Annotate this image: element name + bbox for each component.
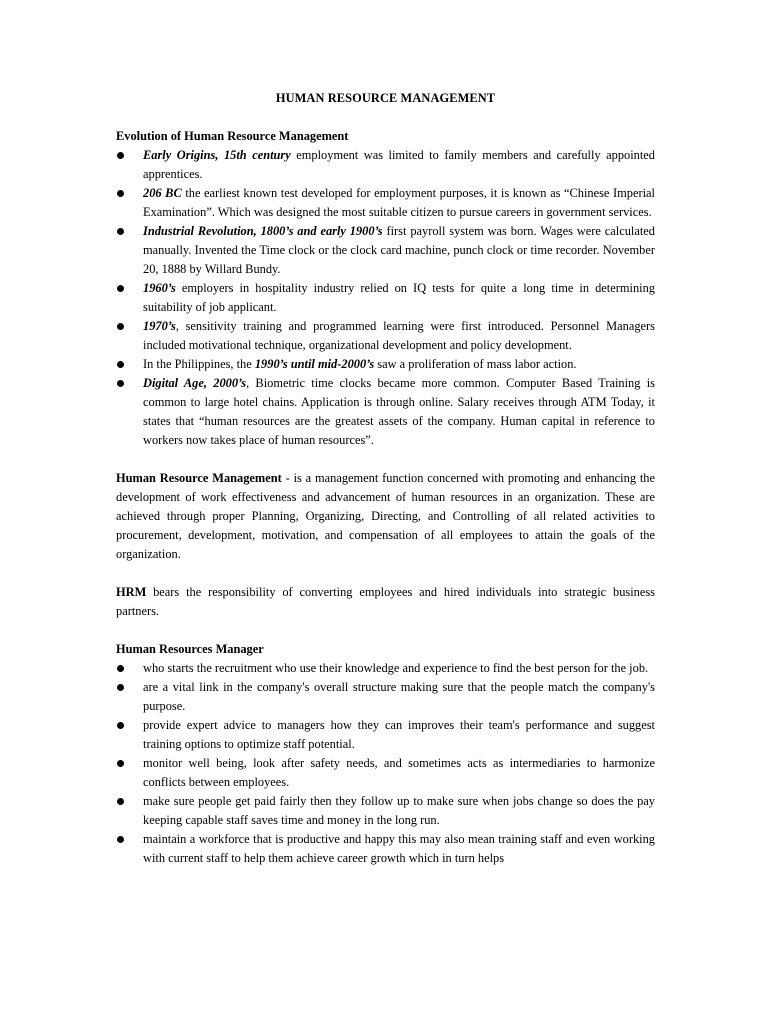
hrm-short-paragraph xyxy=(116,583,655,621)
manager-item: make sure people get paid fairly then they follow up to make sure when jobs change so does the pay keeping capable staff saves time and money in the long run. xyxy=(116,792,655,830)
hrm-definition-text: - is a management function concerned with promoting and enhancing the development of work effectiveness and advancement of human resources in an organization. These are achieved through proper Planning, Organizing, Directing, and Controlling of all related activities to procurement, development, motivation, and compensation of all employees to attain the goals of the organization. xyxy=(116,471,655,561)
manager-item: maintain a workforce that is productive and happy this may also mean training staff and even working with current staff to help them achieve career growth which in turn helps xyxy=(116,830,655,868)
manager-item: monitor well being, look after safety needs, and sometimes acts as intermediaries to harmonize conflicts between employees. xyxy=(116,754,655,792)
spacer xyxy=(116,564,655,583)
hrm-short-term: HRM xyxy=(116,585,147,599)
evolution-item xyxy=(116,374,655,450)
item-text: saw a proliferation of mass labor action. xyxy=(374,357,577,371)
evolution-heading: Evolution of Human Resource Management xyxy=(116,129,349,143)
item-text: , sensitivity training and programmed learning were first introduced. Personnel Managers included motivational technique, organizational development and policy development. xyxy=(143,319,655,352)
spacer xyxy=(116,450,655,469)
evolution-list xyxy=(116,146,655,450)
evolution-item xyxy=(116,184,655,222)
item-lead: 1970’s xyxy=(143,319,176,333)
evolution-item xyxy=(116,317,655,355)
item-text: employers in hospitality industry relied on IQ tests for quite a long time in determining suitability of job applicant. xyxy=(143,281,655,314)
spacer xyxy=(116,621,655,640)
manager-item: who starts the recruitment who use their knowledge and experience to find the best person for the job. xyxy=(116,659,655,678)
evolution-item xyxy=(116,355,655,374)
document-title: HUMAN RESOURCE MANAGEMENT xyxy=(275,91,496,105)
item-text: first payroll system was born. Wages were calculated manually. Invented the Time clock or the clock card machine, punch clock or time recorder. November 20, 1888 by Willard Bundy. xyxy=(143,224,655,276)
manager-heading: Human Resources Manager xyxy=(116,642,264,656)
evolution-item xyxy=(116,222,655,279)
item-pre: In the Philippines, the xyxy=(143,357,255,371)
item-lead: 1960’s xyxy=(143,281,176,295)
item-text: the earliest known test developed for employment purposes, it is known as “Chinese Imperial Examination”. Which was designed the most suitable citizen to pursue careers in government services. xyxy=(143,186,655,219)
item-lead: Digital Age, 2000’s xyxy=(143,376,247,390)
hrm-definition-paragraph xyxy=(116,469,655,564)
item-lead: Industrial Revolution, 1800’s and early 1900’s xyxy=(143,224,383,238)
manager-item: provide expert advice to managers how they can improves their team's performance and suggest training options to optimize staff potential. xyxy=(116,716,655,754)
item-lead: 206 BC xyxy=(143,186,182,200)
item-lead: 1990’s until mid-2000’s xyxy=(254,357,375,371)
manager-list xyxy=(116,659,655,868)
hrm-short-text: bears the responsibility of converting employees and hired individuals into strategic business partners. xyxy=(116,585,655,618)
evolution-item xyxy=(116,146,655,184)
manager-item: are a vital link in the company's overall structure making sure that the people match the company's purpose. xyxy=(116,678,655,716)
hrm-definition-term: Human Resource Management xyxy=(116,471,282,485)
document-body xyxy=(116,89,655,868)
item-lead: Early Origins, 15th century xyxy=(143,148,291,162)
item-text: employment was limited to family members and carefully appointed apprentices. xyxy=(143,148,655,181)
evolution-item xyxy=(116,279,655,317)
item-text: , Biometric time clocks became more common. Computer Based Training is common to large hotel chains. Application is through online. Salary receives through ATM Today, it states that “human resources are the greatest assets of the company. Human capital in reference to workers now takes place of human resources”. xyxy=(143,376,655,447)
